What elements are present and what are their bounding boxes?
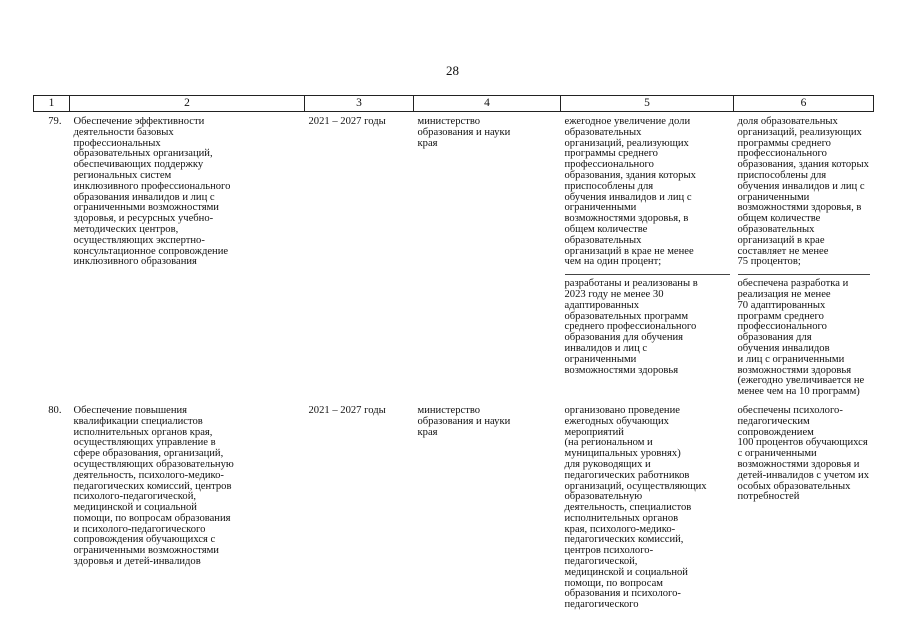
result-item: организовано проведение ежегодных обучающих мероприятий (на региональном и муниципальных уровнях) для руководящих и педагогических работников организаций, осуществляющих образовательную деятельность, специалистов исполнительных органов края, психолого-медико- педагогических комиссий, центров психолого- педагогической, медицинской и социальной помощи, по вопросам образования и психолого- педагогического xyxy=(564,404,707,611)
column-header-5: 5 xyxy=(561,96,734,112)
result-item: разработаны и реализованы в 2023 году не менее 30 адаптированных образовательных программ среднего профессионального образования для обучения инвалидов и лиц с ограниченными возможностями здоровья xyxy=(564,278,698,376)
indicator-item: обеспечены психолого- педагогическим сопровождением 100 процентов обучающихся с ограниченными возможностями здоровья и детей-инвалидов с учетом их особых образовательных потребностей xyxy=(737,404,869,503)
measures-table xyxy=(33,95,874,611)
column-header-4: 4 xyxy=(414,96,561,112)
row-number: 79. xyxy=(48,116,62,127)
page-number: 28 xyxy=(446,63,459,78)
column-header-2: 2 xyxy=(70,96,305,112)
indicators-cell xyxy=(734,398,874,611)
table-header-row xyxy=(34,96,874,112)
row-number: 80. xyxy=(48,404,62,416)
column-header-3: 3 xyxy=(305,96,414,112)
table-row xyxy=(34,398,874,611)
period-cell: 2021 – 2027 годы xyxy=(308,116,386,127)
indicator-item: доля образовательных организаций, реализующих программы среднего профессионального образования, здания которых приспособлены для обучения инвалидов и лиц с ограниченными возможностями здоровья, в общем количестве образовательных организаций в крае составляет не менее 75 процентов; xyxy=(737,116,869,268)
period-cell: 2021 – 2027 годы xyxy=(308,404,386,416)
indicator-item: обеспечена разработка и реализация не менее 70 адаптированных программ среднего профессионального образования для обучения инвалидов и лиц с ограниченными возможностями здоровья (ежегодно увеличивается не менее чем на 10 программ) xyxy=(737,278,865,398)
divider xyxy=(565,274,730,275)
measure-cell: Обеспечение повышения квалификации специалистов исполнительных органов края, осуществляющих управление в сфере образования, организаций, осуществляющих образовательную деятельность, психолого-медико- педагогических комиссий, центров психолого-педагогической, медицинской и социальной помощи, по вопросам образования и психолого-педагогического сопровождения обучающихся с ограниченными возможностями здоровья и детей-инвалидов xyxy=(73,404,234,568)
column-header-6: 6 xyxy=(734,96,874,112)
measure-cell: Обеспечение эффективности деятельности базовых профессиональных образовательных организаций, обеспечивающих поддержку региональных систем инклюзивного профессионального образования инвалидов и лиц с ограниченными возможностями здоровья, и ресурсных учебно- методических центров, осуществляющих экспертно- консультационное сопровождение инклюзивного образования xyxy=(73,116,231,268)
results-cell xyxy=(561,398,734,611)
executor-cell: министерство образования и науки края xyxy=(417,404,511,438)
results-cell xyxy=(561,112,734,398)
executor-cell: министерство образования и науки края xyxy=(417,116,511,149)
divider xyxy=(738,274,870,275)
indicators-cell xyxy=(734,112,874,398)
column-header-1: 1 xyxy=(34,96,70,112)
table-row xyxy=(34,112,874,398)
result-item: ежегодное увеличение доли образовательных организаций, реализующих программы среднего профессионального образования, здания которых приспособлены для обучения инвалидов и лиц с ограниченными возможностями здоровья, в общем количестве образовательных организаций в крае не менее чем на один процент; xyxy=(564,116,696,268)
